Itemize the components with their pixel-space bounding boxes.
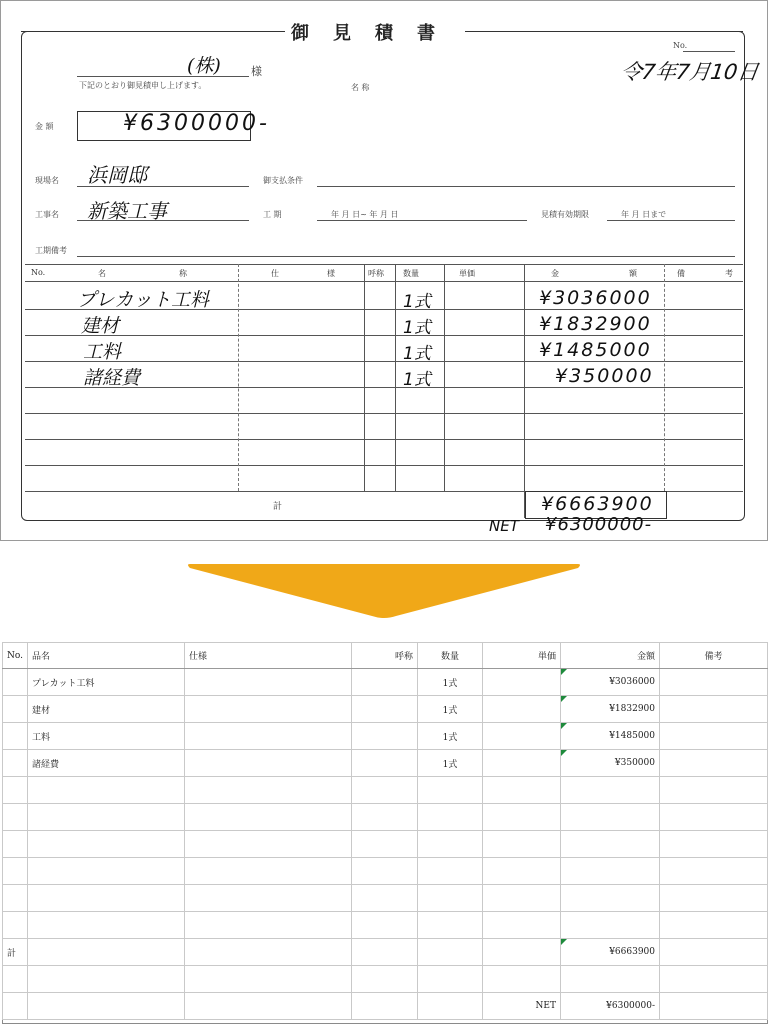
scan-col-no: No.: [31, 268, 46, 277]
scan-col-line: [395, 264, 396, 491]
cell[interactable]: [3, 804, 28, 831]
cell-item-name[interactable]: 諸経費: [28, 750, 185, 777]
cell[interactable]: [660, 669, 768, 696]
header-item-name: 品名: [28, 643, 185, 669]
amount-label: 金 額: [35, 122, 54, 131]
scan-col-unit: 呼称: [368, 269, 384, 278]
cell[interactable]: [561, 885, 660, 912]
scan-col-line: [664, 264, 665, 491]
handwritten-amount: ¥6300000-: [123, 111, 270, 136]
cell-quantity[interactable]: 1式: [418, 669, 483, 696]
header-amount: 金額: [561, 643, 660, 669]
cell[interactable]: [3, 696, 28, 723]
cell[interactable]: [28, 939, 185, 966]
cell[interactable]: [561, 777, 660, 804]
cell[interactable]: [660, 993, 768, 1020]
cell[interactable]: [352, 966, 418, 993]
addressee-line: [77, 76, 249, 77]
table-row: [3, 723, 768, 750]
cell[interactable]: [483, 858, 561, 885]
scan-grid-top: [25, 264, 743, 265]
cell[interactable]: [28, 885, 185, 912]
cell[interactable]: [483, 777, 561, 804]
table-row: [3, 831, 768, 858]
scan-col-line: [364, 264, 365, 491]
cell[interactable]: [660, 831, 768, 858]
cell[interactable]: [418, 831, 483, 858]
cell[interactable]: [660, 696, 768, 723]
site-label: 現場名: [35, 176, 59, 185]
table-row: [3, 912, 768, 939]
table-row: [3, 966, 768, 993]
cell[interactable]: [3, 777, 28, 804]
handwritten-item-name: 諸経費: [83, 367, 141, 389]
cell[interactable]: [418, 966, 483, 993]
header-remarks: 備考: [660, 643, 768, 669]
handwritten-item-name: 工料: [83, 341, 122, 363]
handwritten-addressee: (株): [187, 55, 221, 77]
cell[interactable]: [352, 993, 418, 1020]
cell-amount[interactable]: ¥1832900: [561, 696, 660, 723]
table-row: [3, 858, 768, 885]
cell[interactable]: [28, 966, 185, 993]
cell[interactable]: [185, 777, 352, 804]
handwritten-item-amount: ¥1832900: [539, 313, 652, 335]
handwritten-site: 浜岡邸: [87, 163, 147, 187]
cell[interactable]: [561, 831, 660, 858]
validity-line: [607, 220, 735, 221]
handwritten-item-qty: 1式: [403, 318, 431, 338]
cell[interactable]: [352, 669, 418, 696]
cell[interactable]: [185, 669, 352, 696]
validity-label: 見積有効期限: [541, 210, 589, 219]
handwritten-item-qty: 1式: [403, 370, 431, 390]
cell-item-name[interactable]: プレカット工料: [28, 669, 185, 696]
table-row: [3, 885, 768, 912]
cell[interactable]: [660, 885, 768, 912]
cell[interactable]: [660, 912, 768, 939]
handwritten-item-amount: ¥1485000: [539, 339, 652, 361]
scan-grid-row: [25, 439, 743, 440]
cell[interactable]: [28, 777, 185, 804]
cell[interactable]: [352, 831, 418, 858]
scan-grid-row: [25, 361, 743, 362]
scan-col-line: [238, 264, 239, 491]
table-row: [3, 750, 768, 777]
cell[interactable]: [483, 912, 561, 939]
header-spec: 仕様: [185, 643, 352, 669]
cell[interactable]: [418, 804, 483, 831]
period-line: [317, 220, 527, 221]
cell[interactable]: [660, 939, 768, 966]
handwritten-item-amount: ¥350000: [555, 365, 654, 387]
header-unit: 呼称: [352, 643, 418, 669]
cell[interactable]: [28, 831, 185, 858]
validity-text: 年 月 日まで: [621, 210, 667, 219]
notes-label: 工期備考: [35, 246, 67, 255]
scan-col-note-2: 考: [725, 269, 733, 278]
cell[interactable]: [28, 804, 185, 831]
cell[interactable]: [418, 912, 483, 939]
cell[interactable]: [28, 993, 185, 1020]
scan-col-line: [524, 264, 525, 518]
scan-col-name-2: 称: [179, 269, 187, 278]
cell[interactable]: [352, 750, 418, 777]
cell-quantity[interactable]: 1式: [418, 696, 483, 723]
scan-grid-row: [25, 413, 743, 414]
cell-amount[interactable]: ¥3036000: [561, 669, 660, 696]
cell[interactable]: [561, 912, 660, 939]
scan-col-name-1: 名: [98, 269, 106, 278]
handwritten-item-qty: 1式: [403, 292, 431, 312]
cell[interactable]: [3, 858, 28, 885]
cell[interactable]: [3, 885, 28, 912]
scan-grid-header-bottom: [25, 281, 743, 282]
table-net-row: [3, 993, 768, 1020]
cell[interactable]: [483, 885, 561, 912]
cell[interactable]: [660, 804, 768, 831]
table-row: [3, 804, 768, 831]
cell[interactable]: [660, 777, 768, 804]
handwritten-date: 令7年7月10日: [619, 60, 760, 84]
handwritten-item-amount: ¥3036000: [539, 287, 652, 309]
down-arrow-icon: [186, 560, 582, 620]
form-number-label: No.: [673, 41, 688, 50]
handwritten-net-label: NET: [489, 517, 519, 535]
cell-quantity[interactable]: 1式: [418, 750, 483, 777]
cell-item-name[interactable]: 工料: [28, 723, 185, 750]
cell[interactable]: [185, 912, 352, 939]
scan-col-qty: 数量: [403, 269, 419, 278]
table-row: [3, 777, 768, 804]
cell-total-amount[interactable]: ¥6663900: [561, 939, 660, 966]
cell[interactable]: [352, 939, 418, 966]
cell[interactable]: [185, 885, 352, 912]
cell[interactable]: [3, 831, 28, 858]
cell[interactable]: [352, 858, 418, 885]
header-no: No.: [3, 643, 28, 669]
table-total-row: [3, 939, 768, 966]
cell-net-amount[interactable]: ¥6300000-: [561, 993, 660, 1020]
cell[interactable]: [185, 966, 352, 993]
cell[interactable]: [3, 912, 28, 939]
intro-text: 下記のとおり御見積申し上げます。: [79, 81, 207, 90]
cell[interactable]: [3, 669, 28, 696]
title-rule-left: [21, 31, 285, 32]
cell[interactable]: [185, 696, 352, 723]
cell[interactable]: [660, 723, 768, 750]
cell[interactable]: [352, 696, 418, 723]
scan-total-label: 計: [273, 502, 283, 512]
scan-col-spec-2: 様: [327, 269, 335, 278]
cell-quantity[interactable]: 1式: [418, 723, 483, 750]
cell[interactable]: [418, 993, 483, 1020]
cell[interactable]: [352, 723, 418, 750]
scan-grid-row: [25, 465, 743, 466]
table-row: [3, 669, 768, 696]
cell[interactable]: [3, 993, 28, 1020]
cell[interactable]: [561, 858, 660, 885]
cell[interactable]: [483, 804, 561, 831]
scan-col-note-1: 備: [677, 269, 685, 278]
header-unit-price: 単価: [483, 643, 561, 669]
cell[interactable]: [3, 750, 28, 777]
work-line: [77, 220, 249, 221]
estimate-table: [2, 642, 768, 1020]
cell[interactable]: [483, 669, 561, 696]
cell-amount[interactable]: ¥1485000: [561, 723, 660, 750]
cell[interactable]: [561, 804, 660, 831]
cell[interactable]: [483, 939, 561, 966]
name-label: 名 称: [351, 83, 370, 92]
cell[interactable]: [3, 966, 28, 993]
cell[interactable]: [185, 723, 352, 750]
cell[interactable]: [185, 858, 352, 885]
handwritten-net-amount: ¥6300000-: [545, 514, 653, 535]
handwritten-work: 新築工事: [87, 199, 167, 223]
handwritten-item-qty: 1式: [403, 344, 431, 364]
cell[interactable]: [352, 912, 418, 939]
form-title: 御見積書: [285, 19, 465, 45]
cell[interactable]: [352, 777, 418, 804]
cell-item-name[interactable]: 建材: [28, 696, 185, 723]
cell[interactable]: [185, 804, 352, 831]
payment-line: [317, 186, 735, 187]
cell[interactable]: [352, 804, 418, 831]
site-line: [77, 186, 249, 187]
header-quantity: 数量: [418, 643, 483, 669]
notes-line: [77, 256, 735, 257]
cell[interactable]: [185, 993, 352, 1020]
scan-col-amount-2: 額: [629, 269, 637, 278]
cell[interactable]: [483, 696, 561, 723]
cell[interactable]: [28, 912, 185, 939]
cell[interactable]: [418, 777, 483, 804]
cell[interactable]: [185, 750, 352, 777]
handwritten-item-name: プレカット工料: [77, 289, 210, 311]
work-label: 工事名: [35, 210, 59, 219]
cell[interactable]: [418, 939, 483, 966]
cell-total-label[interactable]: 計: [3, 939, 28, 966]
cell[interactable]: [561, 966, 660, 993]
cell[interactable]: [660, 966, 768, 993]
period-text: 年 月 日~ 年 月 日: [331, 210, 399, 219]
payment-label: 御支払条件: [263, 176, 303, 185]
table-row: [3, 696, 768, 723]
scan-col-price: 単価: [459, 269, 475, 278]
cell[interactable]: [28, 858, 185, 885]
cell[interactable]: [660, 858, 768, 885]
cell[interactable]: [483, 750, 561, 777]
cell[interactable]: [418, 885, 483, 912]
cell[interactable]: [483, 723, 561, 750]
period-label: 工 期: [263, 210, 282, 219]
cell[interactable]: [3, 723, 28, 750]
scan-col-amount-1: 金: [551, 269, 559, 278]
handwritten-item-name: 建材: [81, 315, 120, 337]
scan-col-spec-1: 仕: [271, 269, 279, 278]
scan-grid-row: [25, 335, 743, 336]
cell[interactable]: [418, 858, 483, 885]
cell[interactable]: [483, 966, 561, 993]
cell[interactable]: [185, 939, 352, 966]
addressee-suffix: 様: [251, 65, 262, 78]
title-rule-right: [471, 31, 743, 32]
cell[interactable]: [185, 831, 352, 858]
handwritten-total: ¥6663900: [541, 493, 654, 515]
cell-amount[interactable]: ¥350000: [561, 750, 660, 777]
form-number-line: [683, 51, 735, 52]
cell[interactable]: [660, 750, 768, 777]
table-header-row: [3, 643, 768, 669]
cell[interactable]: [483, 831, 561, 858]
cell-net-label[interactable]: NET: [483, 993, 561, 1020]
scan-col-line: [444, 264, 445, 491]
cell[interactable]: [352, 885, 418, 912]
